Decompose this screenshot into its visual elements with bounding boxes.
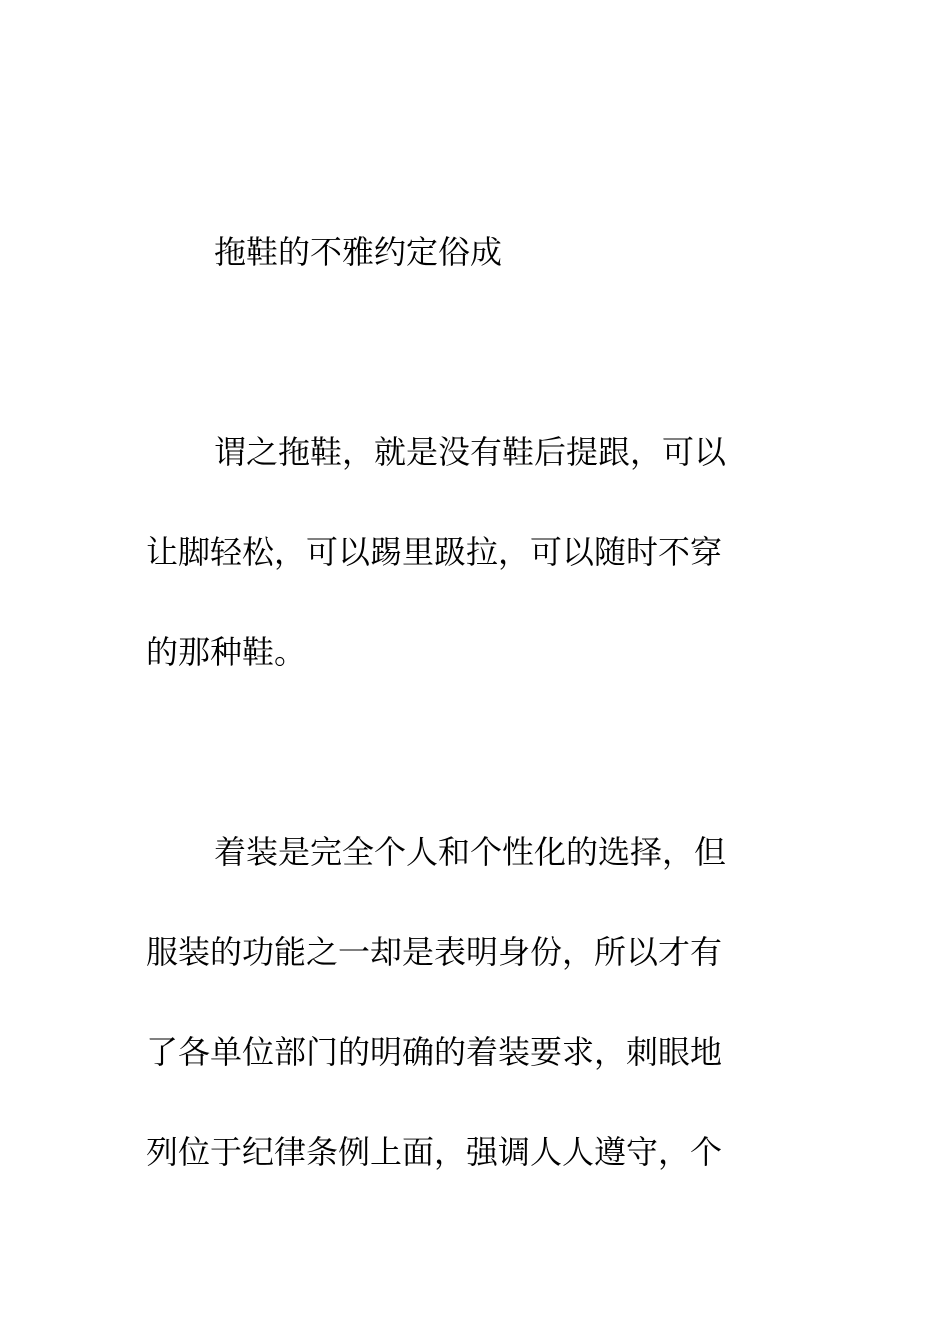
paragraph-2-line-4: 列位于纪律条例上面，强调人人遵守，个 [146, 1133, 723, 1171]
paragraph-1-line-1: 谓之拖鞋，就是没有鞋后提跟，可以 [214, 433, 727, 471]
paragraph-2-line-3: 了各单位部门的明确的着装要求，刺眼地 [146, 1033, 723, 1071]
paragraph-2-line-1: 着装是完全个人和个性化的选择，但 [214, 833, 727, 871]
document-title: 拖鞋的不雅约定俗成 [214, 233, 503, 271]
paragraph-1-line-3: 的那种鞋。 [146, 633, 307, 671]
paragraph-1-line-2: 让脚轻松，可以踢里趿拉，可以随时不穿 [146, 533, 723, 571]
paragraph-2-line-2: 服装的功能之一却是表明身份，所以才有 [146, 933, 723, 971]
